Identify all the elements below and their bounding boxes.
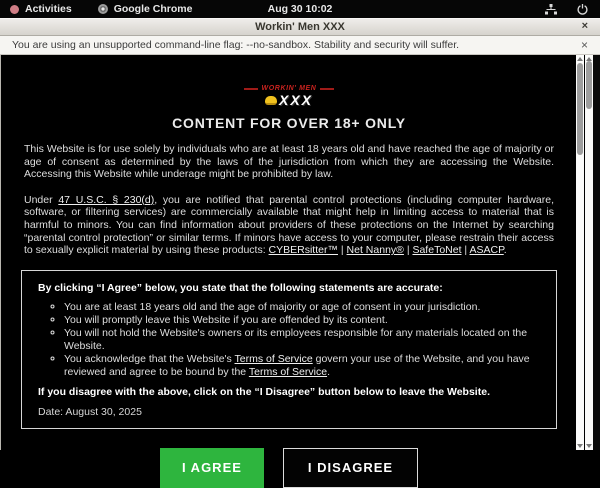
inline-link[interactable]: Terms of Service (234, 352, 313, 365)
logo-flourish-icon (244, 88, 258, 90)
age-disclaimer-paragraph: This Website is for use solely by individuals who are at least 18 years old and have reached the age of majority or age of consent as determined by the laws of the jurisdiction from which they are accessing the Website. Accessing this Website while underage might be prohibited by law. (24, 143, 554, 181)
agreement-bullet (64, 314, 540, 327)
text-segment: You acknowledge that the Website's (64, 352, 235, 365)
text-segment: | (461, 244, 470, 257)
text-segment: You will promptly leave this Website if you are offended by its content. (64, 313, 388, 326)
text-segment: , you are notified that parental control protections (including computer hardware, software, or filtering services) are commercially available that might help in limiting access to material that is harmful to minors. You can find information about providers of these protections on the Internet by searching “parental control protection” or similar terms. If minors have access to your computer, please restrain their access to sexually explicit material by using these products: (24, 193, 554, 257)
disagree-note: If you disagree with the above, click on the “I Disagree” button below to leave the Website. (38, 385, 490, 398)
inline-link[interactable]: Net Nanny® (346, 244, 404, 257)
logo-xxx-text: XXX (278, 92, 313, 108)
scroll-up-icon[interactable] (577, 57, 583, 61)
agreement-bullet (64, 301, 540, 314)
warning-message: You are using an unsupported command-line flag: --no-sandbox. Stability and security will suffer. (12, 39, 460, 51)
text-segment: . (327, 365, 330, 378)
agreement-date: Date: August 30, 2025 (38, 405, 142, 418)
inline-link[interactable]: 47 U.S.C. § 230(d) (58, 193, 155, 206)
page-scrollbar[interactable] (576, 55, 584, 450)
logo-wordmark: WORKIN' MEN (261, 85, 317, 92)
agreement-bullet (64, 327, 540, 353)
network-icon[interactable] (545, 4, 557, 15)
page-body (0, 55, 600, 476)
sandbox-warning-bar (0, 36, 600, 55)
activities-dot-icon (10, 5, 19, 14)
window-edge (593, 55, 600, 450)
agreement-intro: By clicking “I Agree” below, you state that the following statements are accurate: (38, 281, 443, 294)
text-segment: Under (24, 193, 59, 206)
power-icon[interactable] (577, 4, 588, 15)
activities-button[interactable]: Activities (25, 3, 72, 15)
gnome-top-bar (0, 0, 600, 18)
clock[interactable]: Aug 30 10:02 (267, 3, 333, 15)
agreement-box (21, 270, 557, 429)
scroll-down-icon[interactable] (577, 444, 583, 448)
consent-buttons (1, 448, 577, 488)
app-menu-button[interactable]: Google Chrome (113, 3, 193, 15)
text-segment: | (403, 244, 413, 257)
window-scrollbar[interactable] (585, 55, 593, 450)
warning-close-icon[interactable]: × (580, 38, 588, 52)
agreement-bullet (64, 353, 540, 379)
agree-button[interactable]: I AGREE (160, 448, 264, 488)
text-segment: You are at least 18 years old and the age of majority or age of consent in your jurisdiction. (64, 300, 481, 313)
text-segment: You will not hold the Website's owners or its employees responsible for any materials located on the Website. (64, 326, 528, 352)
site-logo (1, 85, 577, 107)
page-scrollbar-thumb[interactable] (577, 63, 583, 155)
window-title: Workin' Men XXX (255, 21, 345, 33)
text-segment: govern your use of the Website, and you have reviewed and agree to be bound by the (64, 352, 530, 378)
inline-link[interactable]: ASACP (469, 244, 504, 257)
text-segment: . (503, 244, 507, 257)
inline-link[interactable]: CYBERsitter™ (268, 244, 338, 257)
logo-flourish-icon (320, 88, 334, 90)
disagree-button[interactable]: I DISAGREE (283, 448, 418, 488)
logo-hardhat-icon (265, 96, 277, 105)
window-scrollbar-thumb[interactable] (586, 61, 592, 109)
inline-link[interactable]: Terms of Service (248, 365, 328, 378)
page-title: CONTENT FOR OVER 18+ ONLY (172, 115, 406, 131)
scroll-down-icon[interactable] (586, 444, 592, 448)
chrome-icon (98, 4, 108, 14)
window-close-button[interactable]: × (581, 20, 588, 32)
agreement-list (38, 301, 540, 379)
parental-control-paragraph (24, 194, 554, 257)
text-segment: | (337, 244, 347, 257)
inline-link[interactable]: SafeToNet (412, 244, 462, 257)
window-title-bar (0, 18, 600, 36)
